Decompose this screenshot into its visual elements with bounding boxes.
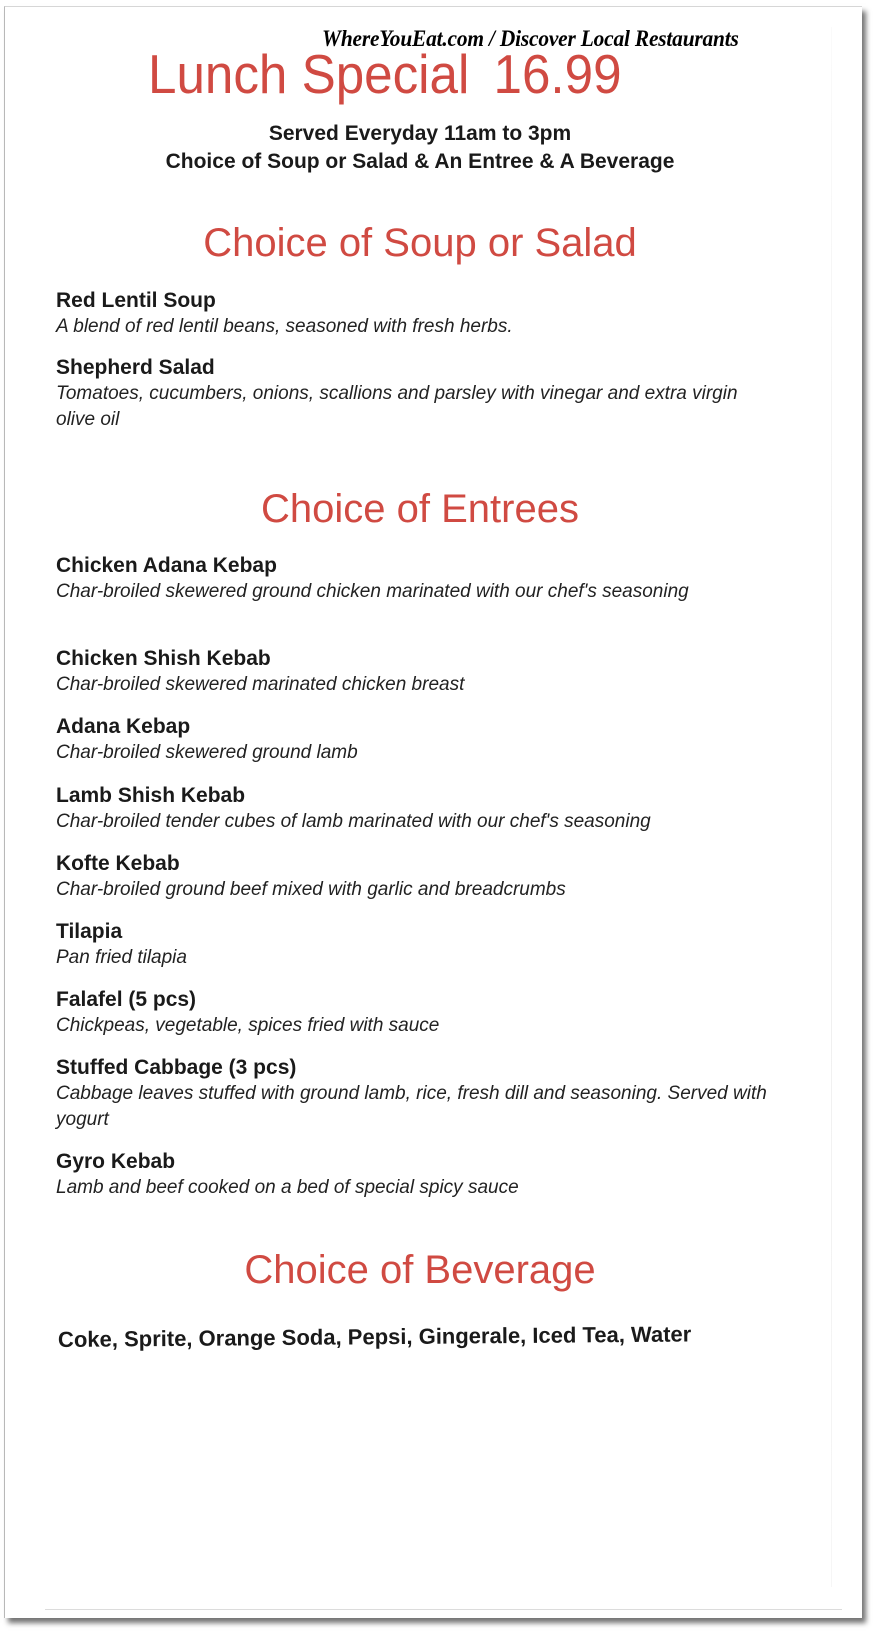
menu-item — [56, 1149, 796, 1201]
menu-item — [56, 646, 796, 698]
item-name: Gyro Kebab — [56, 1150, 176, 1173]
item-description: Tomatoes, cucumbers, onions, scallions and parsley with vinegar and extra virgin olive oil — [56, 383, 738, 430]
item-name: Chicken Adana Kebap — [56, 554, 277, 577]
section-heading-beverage: Choice of Beverage — [244, 1248, 596, 1292]
item-name: Lamb Shish Kebab — [56, 784, 246, 807]
item-description: A blend of red lentil beans, seasoned with fresh herbs. — [56, 316, 513, 337]
menu-item — [56, 851, 796, 903]
item-name: Adana Kebap — [56, 715, 191, 738]
menu-item — [56, 714, 796, 766]
item-description: Pan fried tilapia — [56, 947, 187, 968]
item-description: Chickpeas, vegetable, spices fried with sauce — [56, 1015, 440, 1036]
item-name: Kofte Kebab — [56, 852, 180, 875]
item-name: Shepherd Salad — [56, 356, 215, 379]
menu-item — [56, 553, 716, 605]
item-name: Red Lentil Soup — [56, 289, 216, 312]
item-name: Stuffed Cabbage (3 pcs) — [56, 1056, 297, 1079]
item-description: Char-broiled tender cubes of lamb marinated with our chef's seasoning — [56, 811, 651, 832]
item-description: Char-broiled skewered ground lamb — [56, 742, 358, 763]
menu-item — [56, 783, 836, 835]
paper-edge — [45, 1609, 842, 1610]
menu-item — [56, 355, 756, 433]
menu-item — [56, 288, 796, 340]
special-includes: Choice of Soup or Salad & An Entree & A Beverage — [165, 150, 675, 173]
title-text: Lunch Special — [148, 43, 470, 105]
menu-item — [56, 1055, 786, 1133]
item-description: Char-broiled ground beef mixed with garlic and breadcrumbs — [56, 879, 566, 900]
item-description: Cabbage leaves stuffed with ground lamb, rice, fresh dill and seasoning. Served with yogurt — [56, 1083, 767, 1130]
served-hours: Served Everyday 11am to 3pm — [268, 122, 572, 145]
item-name: Falafel (5 pcs) — [56, 988, 197, 1011]
site-watermark: WhereYouEat.com / Discover Local Restaurants — [322, 26, 739, 51]
section-heading-entrees: Choice of Entrees — [261, 487, 579, 531]
page-title — [148, 42, 622, 106]
section-heading-soup-salad: Choice of Soup or Salad — [203, 221, 637, 265]
menu-item — [56, 987, 796, 1039]
lunch-price: 16.99 — [493, 43, 622, 105]
menu-item — [56, 919, 796, 971]
item-description: Lamb and beef cooked on a bed of special spicy sauce — [56, 1177, 519, 1198]
item-description: Char-broiled skewered marinated chicken breast — [56, 674, 465, 695]
beverage-list: Coke, Sprite, Orange Soda, Pepsi, Gingerale, Iced Tea, Water — [57, 1321, 692, 1352]
item-description: Char-broiled skewered ground chicken marinated with our chef's seasoning — [56, 581, 689, 602]
item-name: Chicken Shish Kebab — [56, 647, 271, 670]
item-name: Tilapia — [56, 920, 123, 943]
